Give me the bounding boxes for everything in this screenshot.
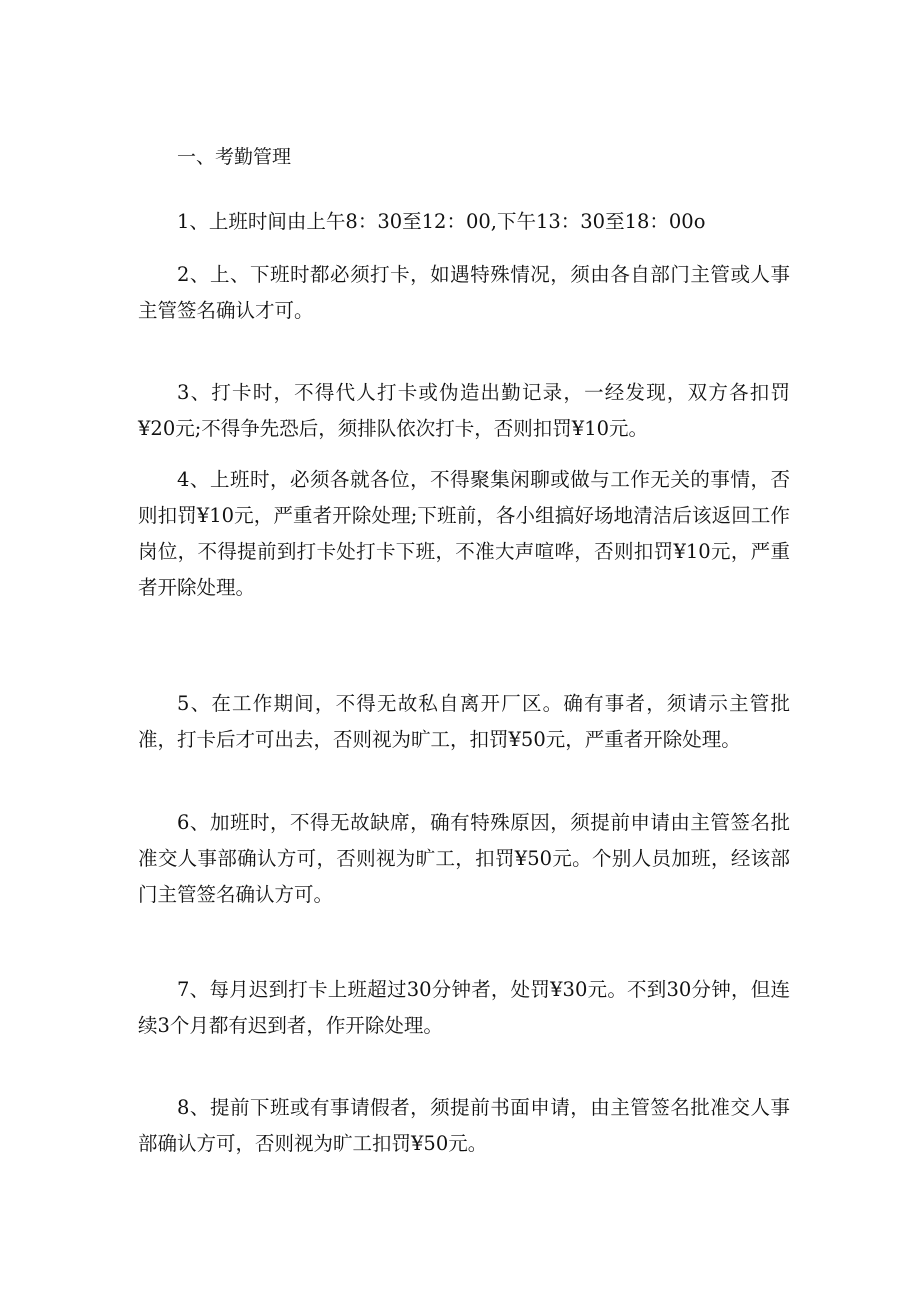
paragraph-2: 2、上、下班时都必须打卡，如遇特殊情况，须由各自部门主管或人事主管签名确认才可。 [138, 263, 790, 322]
section-heading: 一、考勤管理 [177, 146, 292, 168]
paragraph-6: 6、加班时，不得无故缺席，确有特殊原因，须提前申请由主管签名批准交人事部确认方可，否则视为旷工，扣罚¥50元。个别人员加班，经该部门主管签名确认方可。 [138, 811, 790, 906]
paragraph-5: 5、在工作期间，不得无故私自离开厂区。确有事者，须请示主管批准，打卡后才可出去，否则视为旷工，扣罚¥50元，严重者开除处理。 [138, 692, 790, 751]
paragraph-4: 4、上班时，必须各就各位，不得聚集闲聊或做与工作无关的事情，否则扣罚¥10元，严重者开除处理;下班前，各小组搞好场地清洁后该返回工作岗位，不得提前到打卡处打卡下班，不准大声喧哗，否则扣罚¥10元，严重者开除处理。 [138, 468, 790, 599]
paragraph-7: 7、每月迟到打卡上班超过30分钟者，处罚¥30元。不到30分钟，但连续3个月都有迟到者，作开除处理。 [138, 978, 790, 1037]
paragraph-8: 8、提前下班或有事请假者，须提前书面申请，由主管签名批准交人事部确认方可，否则视为旷工扣罚¥50元。 [138, 1096, 790, 1155]
paragraph-1: 1、上班时间由上午8：30至12：00,下午13：30至18：00o [177, 210, 706, 233]
paragraph-3: 3、打卡时，不得代人打卡或伪造出勤记录，一经发现，双方各扣罚¥20元;不得争先恐后，须排队依次打卡，否则扣罚¥10元。 [138, 381, 790, 440]
